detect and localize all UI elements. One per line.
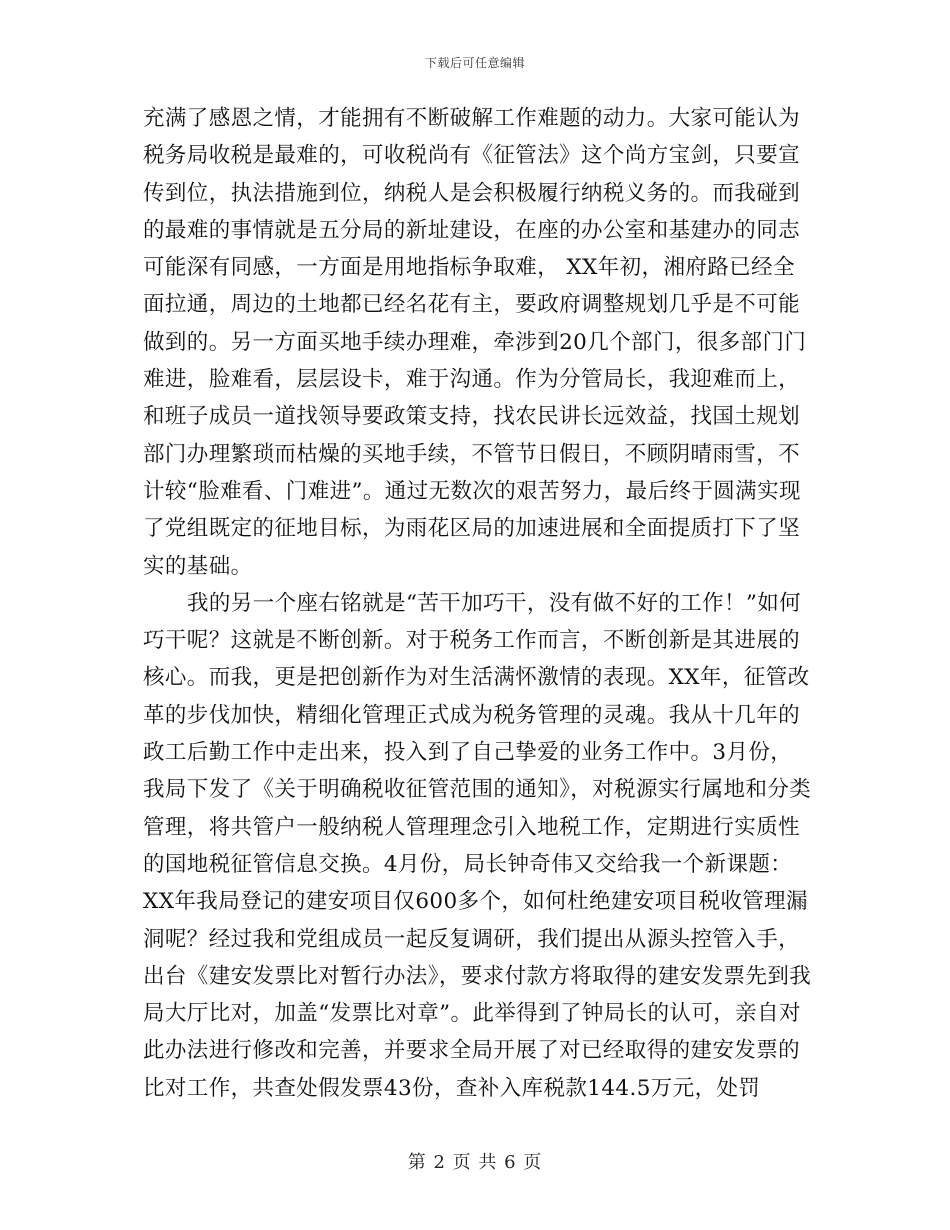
page-footer: 第 2 页 共 6 页 (407, 1152, 543, 1173)
paragraph-1: 充满了感恩之情，才能拥有不断破解工作难题的动力。大家可能认为税务局收税是最难的，可收税尚有《征管法》这个尚方宝剑，只要宣传到位，执法措施到位，纳税人是会积极履行纳税义务的。而我碰到的最难的事情就是五分局的新址建设，在座的办公室和基建办的同志可能深有同感，一方面是用地指标争取难， XX年初，湘府路已经全面拉通，周边的土地都已经名花有主，要政府调整规划几乎是不可能做到的。另一方面买地手续办理难，牵涉到20几个部门，很多部门门难进，脸难看，层层设卡，难于沟通。作为分管局长，我迎难而上，和班子成员一道找领导要政策支持，找农民讲长远效益，找国土规划部门办理繁琐而枯燥的买地手续，不管节日假日，不顾阴晴雨雪，不计较“脸难看、门难进”。通过无数次的艰苦努力，最后终于圆满实现了党组既定的征地目标，为雨花区局的加速进展和全面提质打下了坚实的基础。 (143, 106, 807, 579)
document-body (143, 100, 813, 1107)
paragraph-2: 我的另一个座右铭就是“苦干加巧干，没有做不好的工作！”如何巧干呢？这就是不断创新。对于税务工作而言，不断创新是其进展的核心。而我，更是把创新作为对生活满怀激情的表现。XX年，征管改革的步伐加快，精细化管理正式成为税务管理的灵魂。我从十几年的政工后勤工作中走出来，投入到了自己挚爱的业务工作中。3月份，我局下发了《关于明确税收征管范围的通知》，对税源实行属地和分类管理，将共管户一般纳税人管理理念引入地税工作，定期进行实质性的国地税征管信息交换。4月份，局长钟奇伟又交给我一个新课题：XX年我局登记的建安项目仅600多个，如何杜绝建安项目税收管理漏洞呢？经过我和党组成员一起反复调研，我们提出从源头控管入手，出台《建安发票比对暂行办法》，要求付款方将取得的建安发票先到我局大厅比对，加盖“发票比对章”。此举得到了钟局长的认可，亲自对此办法进行修改和完善，并要求全局开展了对已经取得的建安发票的比对工作，共查处假发票43份，查补入库税款144.5万元，处罚 (143, 590, 812, 1101)
page-header: 下载后可任意编辑 (424, 56, 525, 70)
